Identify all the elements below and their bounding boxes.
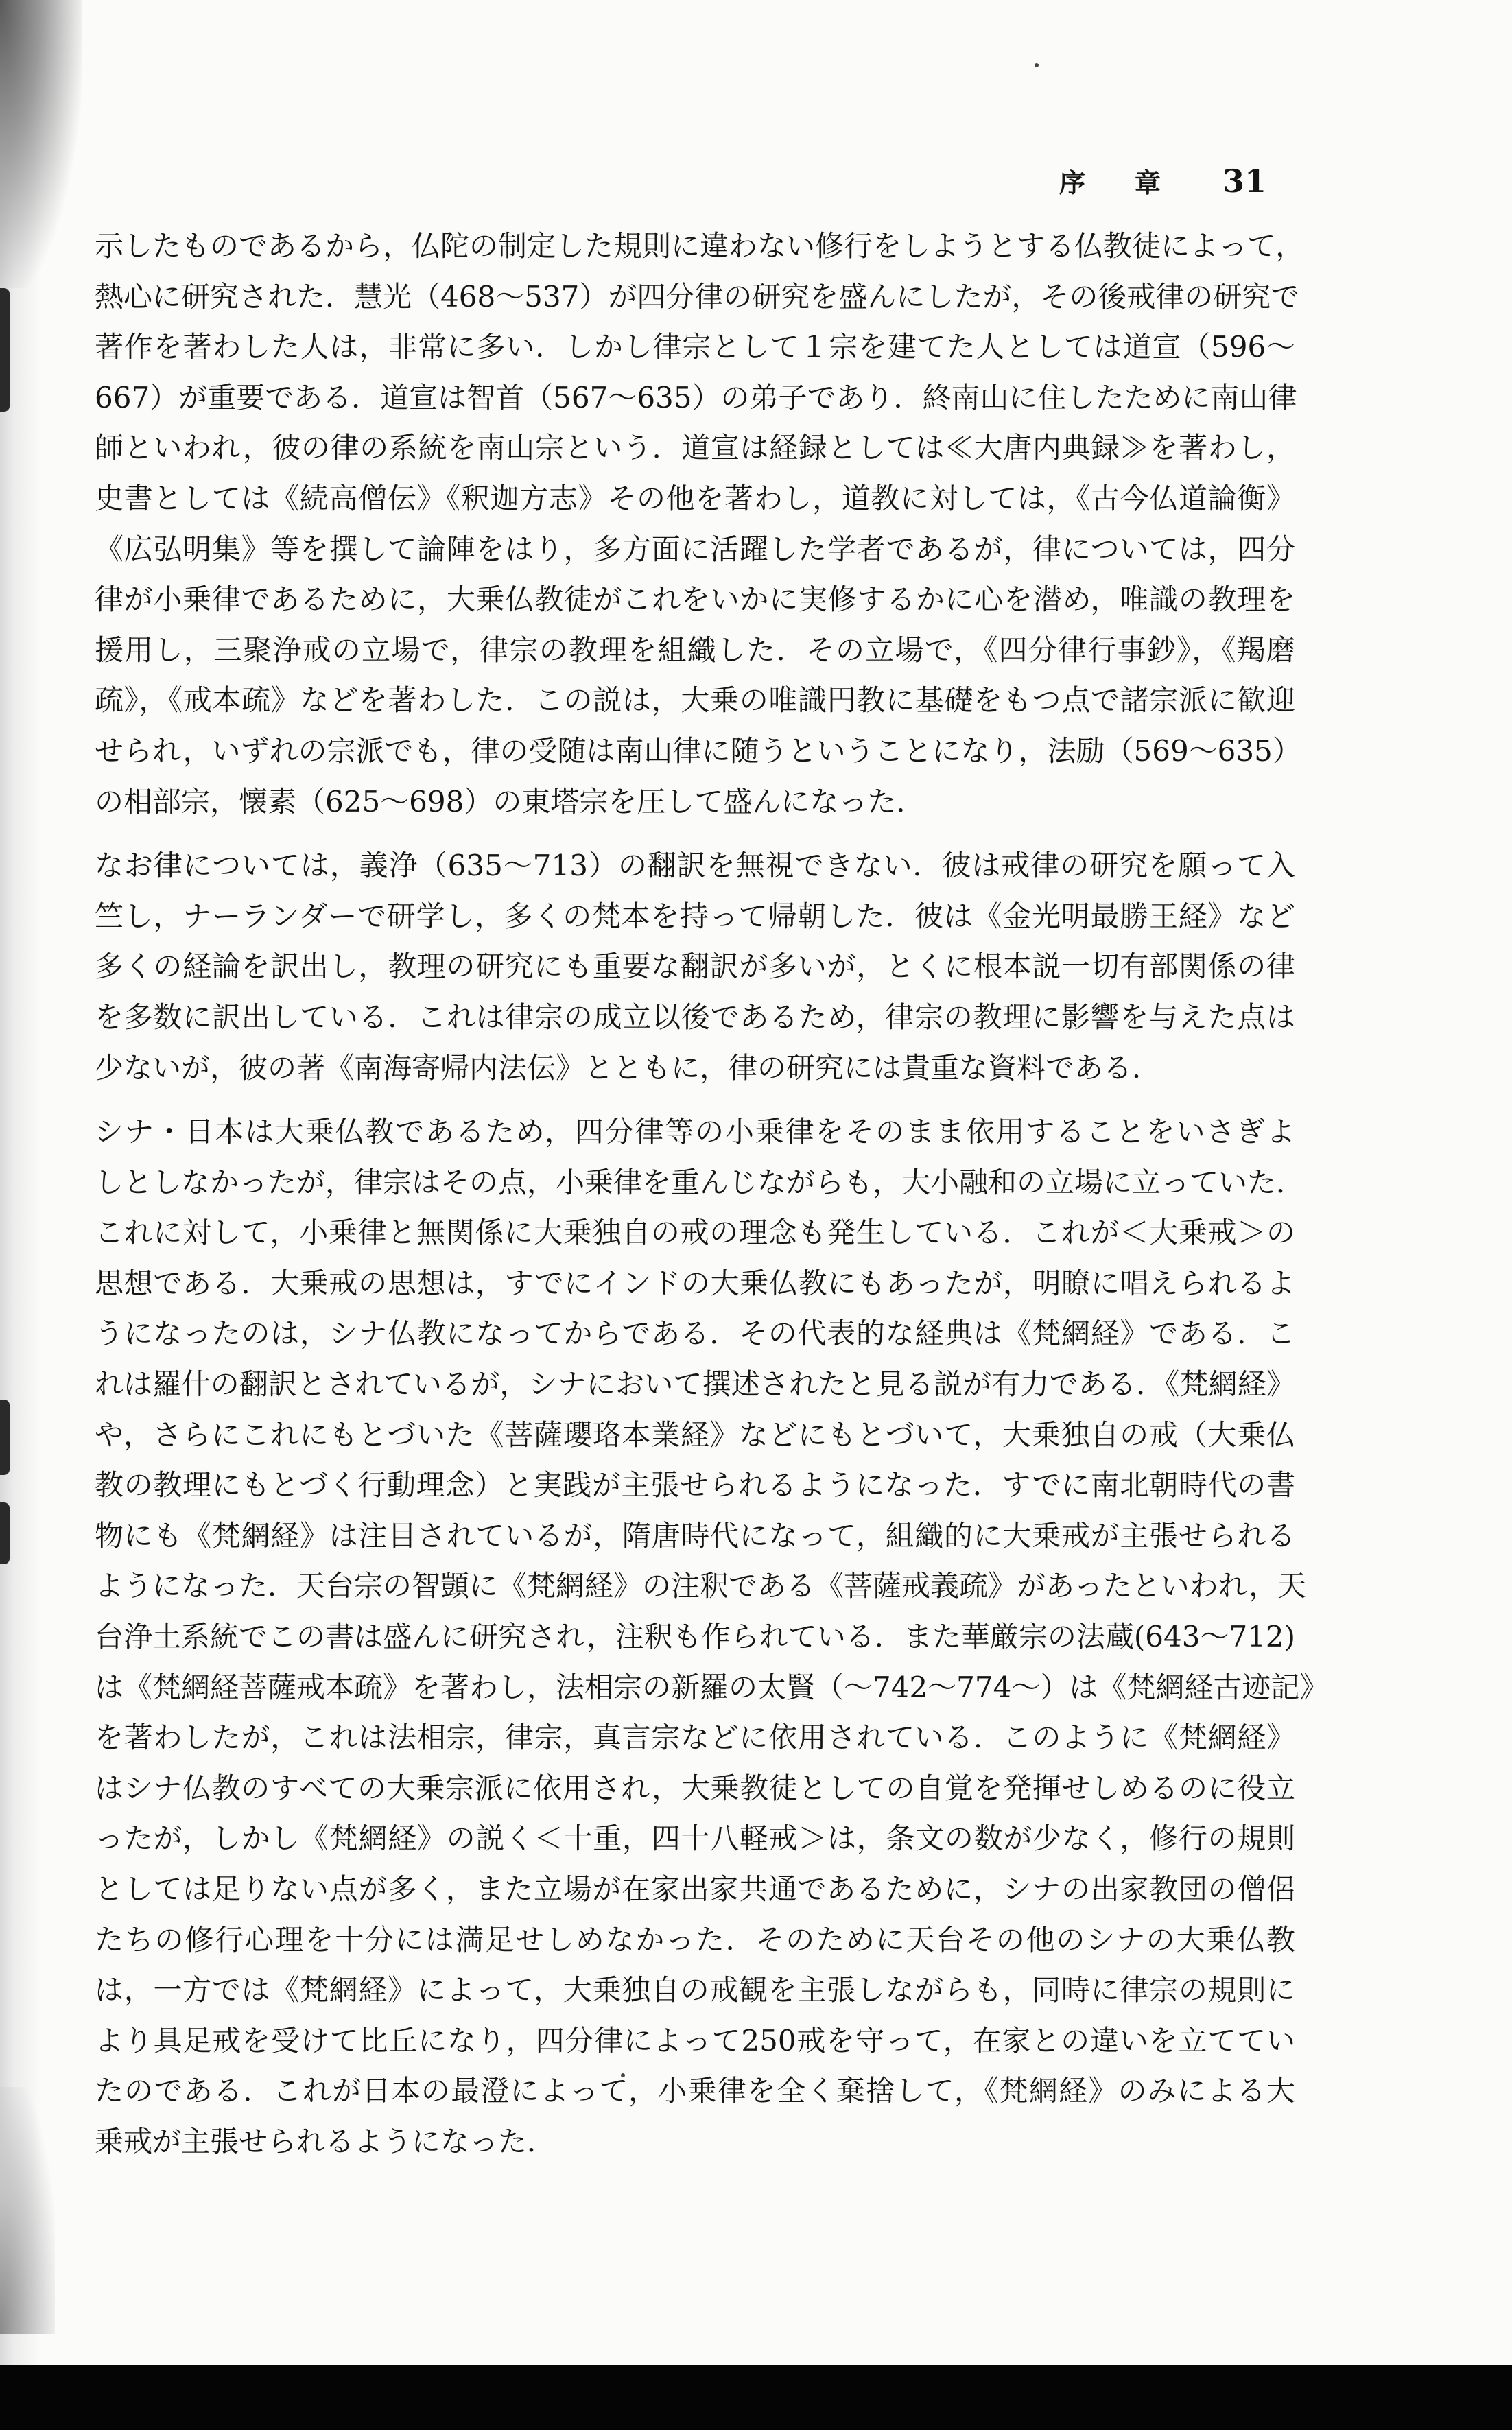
- text-line: より具足戒を受けて比丘になり，四分律によって250戒を守って，在家との違いを立ててい: [95, 2023, 1295, 2057]
- text-line: これに対して，小乗律と無関係に大乗独自の戒の理念も発生している．これが＜大乗戒＞の: [95, 1216, 1295, 1250]
- text-line: は《梵網経菩薩戒本疏》を著わし，法相宗の新羅の太賢（～742～774～）は《梵網経古迹記》: [95, 1670, 1329, 1704]
- text-line: の相部宗，懐素（625～698）の東塔宗を圧して盛んになった．: [95, 784, 925, 818]
- text-line: 援用し，三聚浄戒の立場で，律宗の教理を組織した．その立場で，《四分律行事鈔》，《羯磨: [95, 633, 1295, 667]
- paragraph: [95, 221, 1305, 827]
- text-line: しとしなかったが，律宗はその点，小乗律を重んじながらも，大小融和の立場に立っていた．: [95, 1165, 1306, 1199]
- text-line: なお律については，義浄（635～713）の翻訳を無視できない．彼は戒律の研究を願って入: [95, 849, 1295, 883]
- text-line: れは羅什の翻訳とされているが，シナにおいて撰述されたと見る説が有力である．《梵網経》: [95, 1367, 1295, 1402]
- text-line: 著作を著わした人は，非常に多い．しかし律宗として１宗を建てた人としては道宣（596～: [95, 330, 1295, 364]
- text-line: せられ，いずれの宗派でも，律の受随は南山律に随うということになり，法励（569～635）: [95, 733, 1301, 768]
- text-line: たちの修行心理を十分には満足せしめなかった．そのために天台その他のシナの大乗仏教: [95, 1922, 1295, 1957]
- text-line: を多数に訳出している．これは律宗の成立以後であるため，律宗の教理に影響を与えた点は: [95, 1000, 1295, 1034]
- text-line: 律が小乗律であるために，大乗仏教徒がこれをいかに実修するかに心を潜め，唯識の教理を: [95, 582, 1295, 617]
- binding-mark: [0, 288, 10, 412]
- text-line: たのである．これが日本の最澄によって，小乗律を全く棄捨して，《梵網経》のみによる大: [95, 2074, 1295, 2108]
- text-line: ようになった．天台宗の智顗に《梵網経》の注釈である《菩薩戒義疏》があったといわれ，天: [95, 1569, 1307, 1603]
- text-line: 多くの経論を訳出し，教理の研究にも重要な翻訳が多いが，とくに根本説一切有部関係の律: [95, 949, 1295, 984]
- text-line: や，さらにこれにもとづいた《菩薩瓔珞本業経》などにもとづいて，大乗独自の戒（大乗仏: [95, 1417, 1295, 1452]
- text-line: 台浄土系統でこの書は盛んに研究され，注釈も作られている．また華厳宗の法蔵(643～712): [95, 1620, 1295, 1654]
- text-line: 竺し，ナーランダーで研学し，多くの梵本を持って帰朝した．彼は《金光明最勝王経》など: [95, 899, 1295, 933]
- text-line: 教の教理にもとづく行動理念）と実践が主張せられるようになった．すでに南北朝時代の書: [95, 1468, 1295, 1502]
- binding-mark: [0, 1502, 10, 1564]
- text-line: を著わしたが，これは法相宗，律宗，真言宗などに依用されている．このように《梵網経》: [95, 1721, 1295, 1755]
- text-line: は，一方では《梵網経》によって，大乗独自の戒観を主張しながらも，同時に律宗の規則に: [95, 1973, 1295, 2007]
- text-line: 物にも《梵網経》は注目されているが，隋唐時代になって，組織的に大乗戒が主張せられる: [95, 1518, 1295, 1553]
- paragraphs: [95, 221, 1329, 2167]
- paragraph: [95, 840, 1295, 1093]
- text-line: ったが，しかし《梵網経》の説く＜十重，四十八軽戒＞は，条文の数が少なく，修行の規則: [95, 1821, 1295, 1856]
- text-line: 師といわれ，彼の律の系統を南山宗という．道宣は経録としては≪大唐内典録≫を著わし，: [95, 431, 1295, 465]
- text-line: 667）が重要である．道宣は智首（567～635）の弟子であり．終南山に住したために南山律: [95, 380, 1297, 414]
- paragraph: [95, 1107, 1329, 2167]
- paragraph-gap: [95, 827, 1295, 840]
- text-line: 示したものであるから，仏陀の制定した規則に違わない修行をしようとする仏教徒によって，: [95, 229, 1305, 263]
- text-line: はシナ仏教のすべての大乗宗派に依用され，大乗教徒としての自覚を発揮せしめるのに役立: [95, 1771, 1295, 1805]
- text-line: うになったのは，シナ仏教になってからである．その代表的な経典は《梵網経》である．こ: [95, 1317, 1295, 1351]
- text-line: 疏》，《戒本疏》などを著わした．この説は，大乗の唯識円教に基礎をもつ点で諸宗派に歓迎: [95, 683, 1295, 718]
- text-line: 乗戒が主張せられるようになった．: [95, 2124, 556, 2158]
- page-number: 31: [1222, 163, 1266, 200]
- text-line: シナ・日本は大乗仏教であるため，四分律等の小乗律をそのまま依用することをいさぎよ: [95, 1115, 1295, 1149]
- scan-speck: [1035, 63, 1039, 67]
- text-line: 少ないが，彼の著《南海寄帰内法伝》とともに，律の研究には貴重な資料である．: [95, 1050, 1161, 1085]
- paragraph-gap: [95, 1093, 1295, 1107]
- running-head: [1059, 162, 1266, 200]
- text-line: 熱心に研究された．慧光（468～537）が四分律の研究を盛んにしたが，その後戒律の研究で: [95, 279, 1300, 314]
- text-line: 史書としては《続高僧伝》《釈迦方志》その他を著わし，道教に対しては，《古今仏道論衡》: [95, 481, 1295, 515]
- text-line: としては足りない点が多く，また立場が在家出家共通であるために，シナの出家教団の僧侶: [95, 1872, 1295, 1906]
- binding-mark: [0, 1400, 10, 1475]
- text-line: 《広弘明集》等を撰して論陣をはり，多方面に活躍した学者であるが，律については，四分: [95, 532, 1295, 566]
- text-line: 思想である．大乗戒の思想は，すでにインドの大乗仏教にもあったが，明瞭に唱えられるよ: [95, 1266, 1295, 1300]
- body-text: [95, 221, 1329, 2167]
- scan-bottom-border: [0, 2365, 1512, 2430]
- section-title: 序章: [1059, 167, 1210, 198]
